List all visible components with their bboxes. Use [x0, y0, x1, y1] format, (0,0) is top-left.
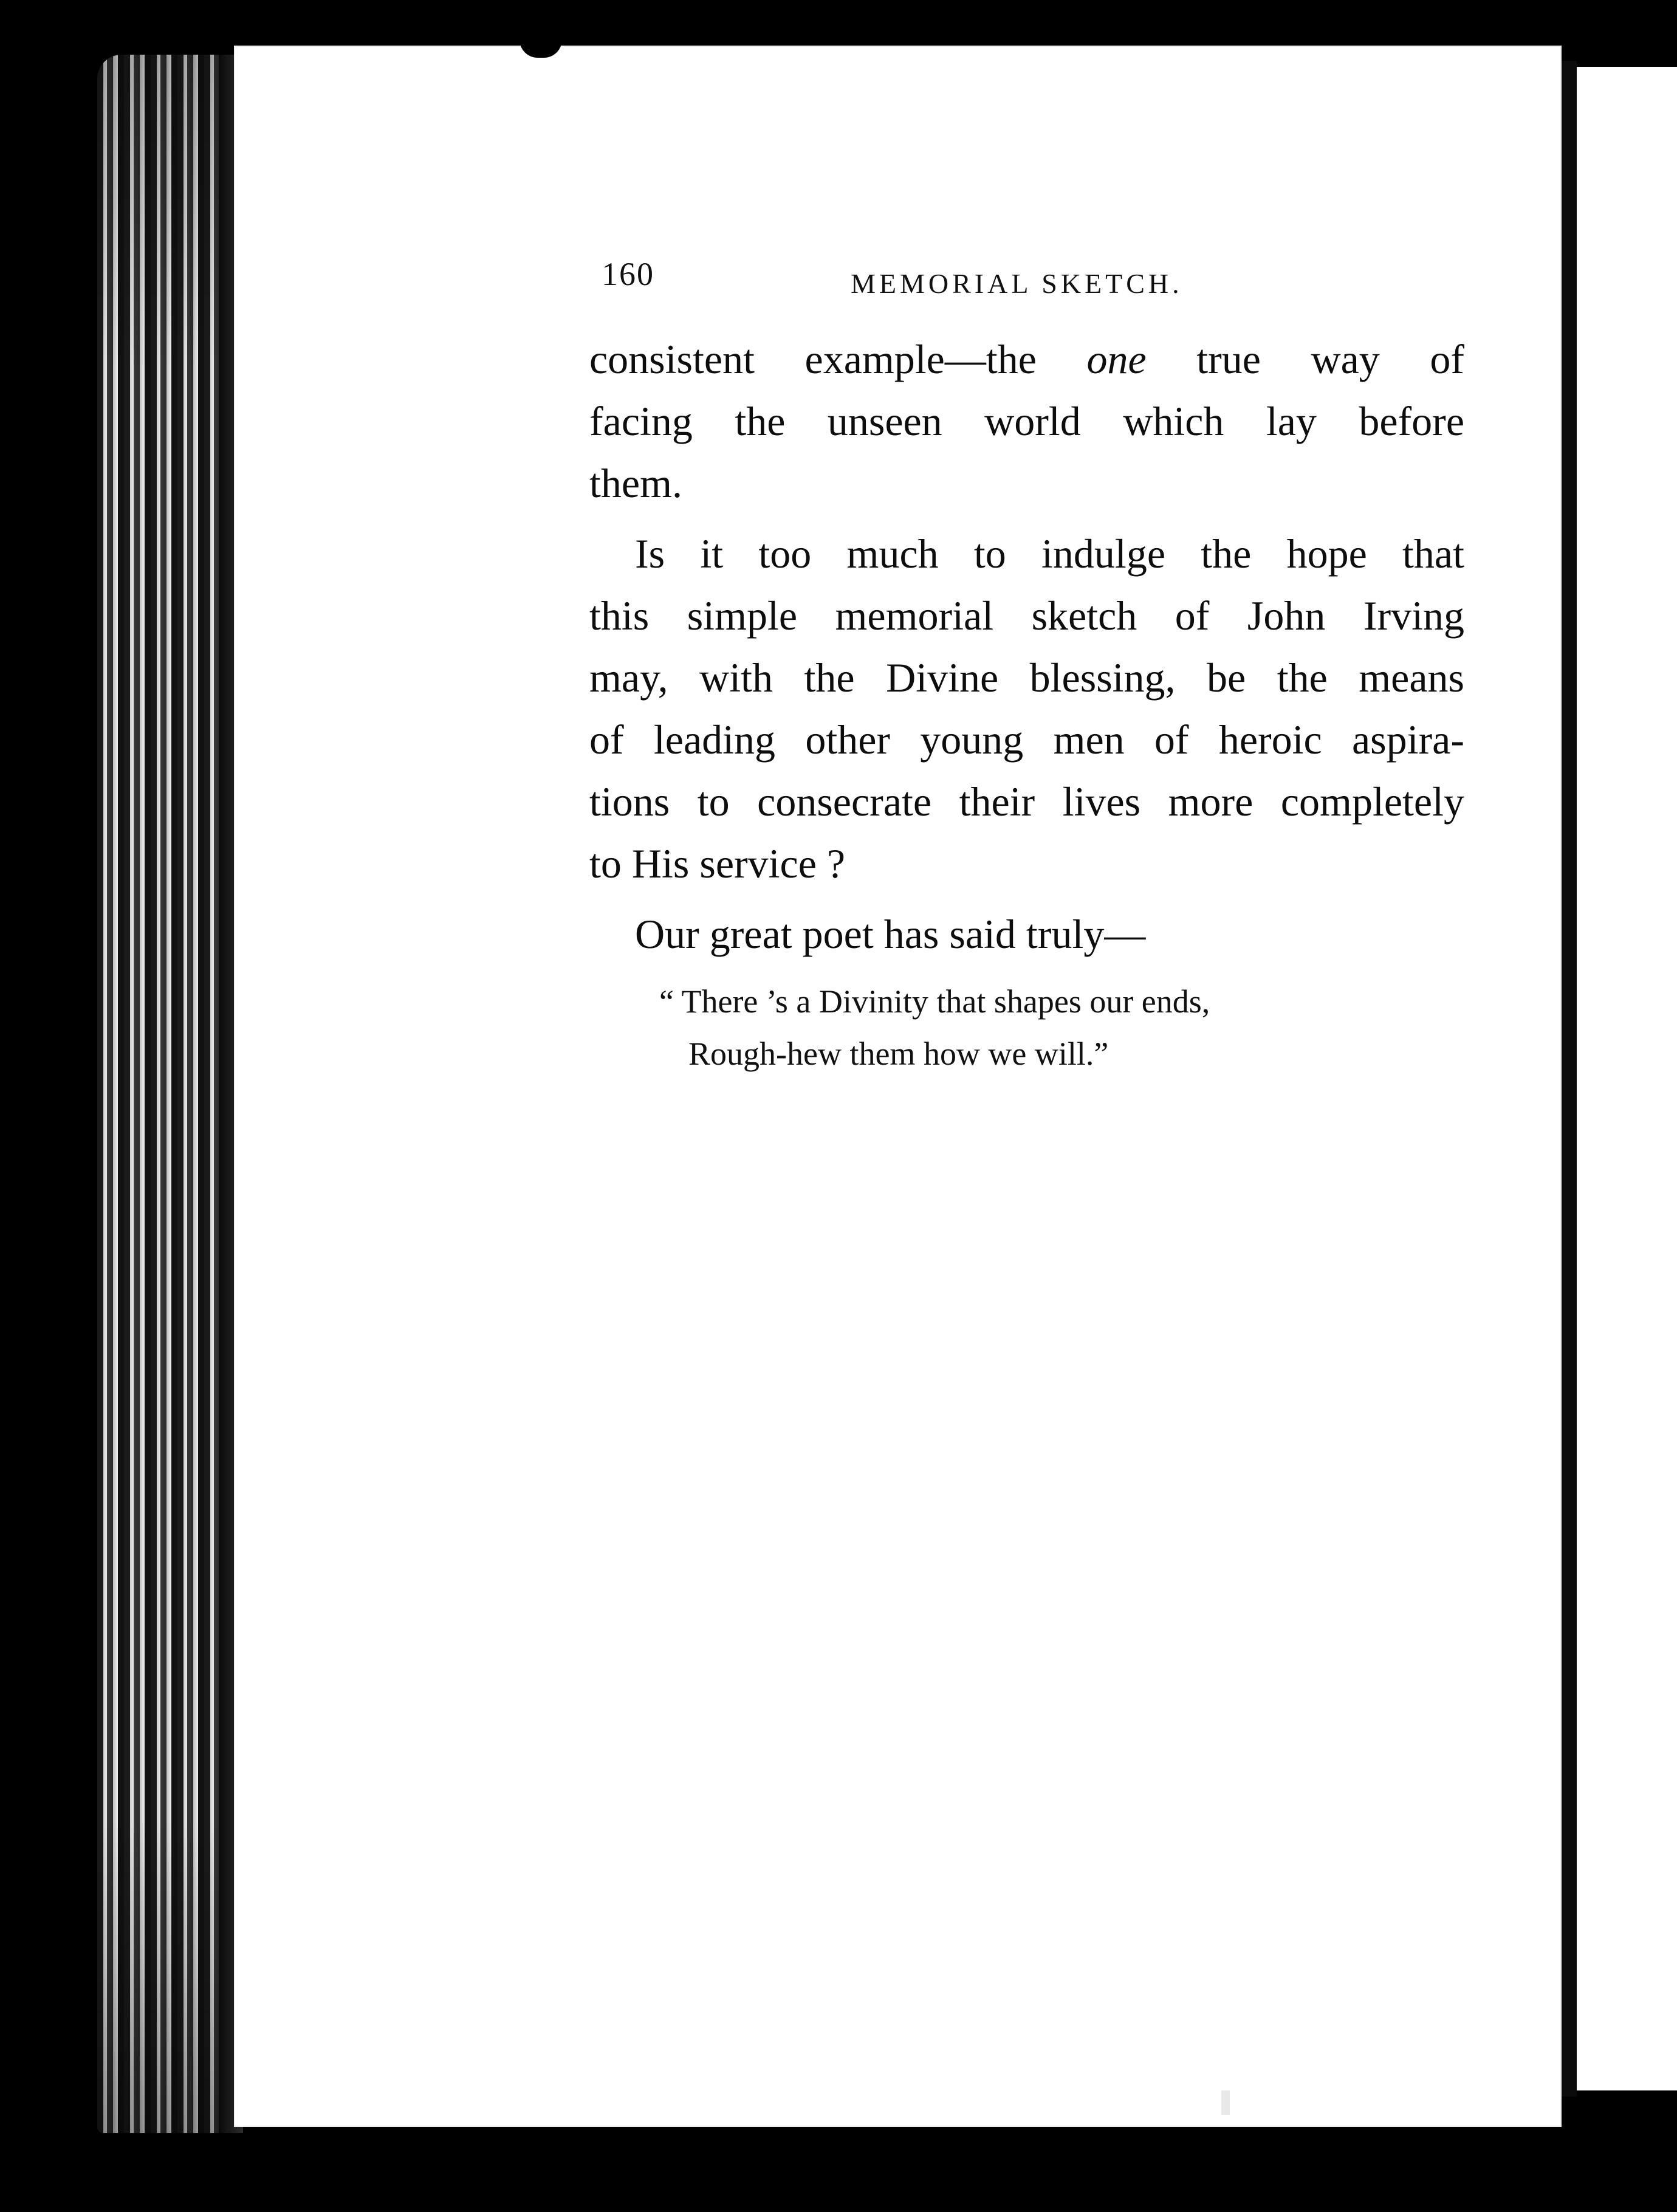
verse-quotation	[659, 975, 1388, 1080]
paragraph2-line2: this simple memorial sketch of John Irving	[589, 592, 1464, 639]
facing-page-edge	[1577, 67, 1677, 2090]
paragraph2-line6: to His service ?	[589, 840, 846, 887]
page-edges	[97, 55, 237, 2133]
running-head	[602, 255, 1240, 304]
quotation-line1: “ There ’s a Divinity that shapes our ends,	[659, 983, 1210, 1020]
body-text	[589, 328, 1464, 965]
page-tear	[520, 40, 562, 58]
paragraph2-line5: tions to consecrate their lives more completely	[589, 778, 1464, 825]
paragraph3-line1: Our great poet has said truly—	[635, 911, 1146, 957]
page-number: 160	[602, 256, 654, 292]
text-segment: true way of	[1146, 336, 1464, 382]
text-segment: consistent example—the	[589, 336, 1087, 382]
italic-word: one	[1086, 336, 1147, 382]
paragraph1-line1	[589, 328, 1464, 390]
paragraph2-line1: Is it too much to indulge the hope that	[635, 531, 1464, 577]
paragraph1-line3: them.	[589, 460, 682, 506]
paragraph1-line2: facing the unseen world which lay before	[589, 398, 1464, 444]
quotation-line2: Rough-hew them how we will.”	[688, 1036, 1109, 1072]
paragraph2-line3: may, with the Divine blessing, be the means	[589, 654, 1464, 701]
running-title: MEMORIAL SKETCH.	[851, 268, 1183, 299]
paragraph2-line4: of leading other young men of heroic aspira-	[589, 716, 1464, 763]
scan-artifact	[1221, 2090, 1230, 2115]
